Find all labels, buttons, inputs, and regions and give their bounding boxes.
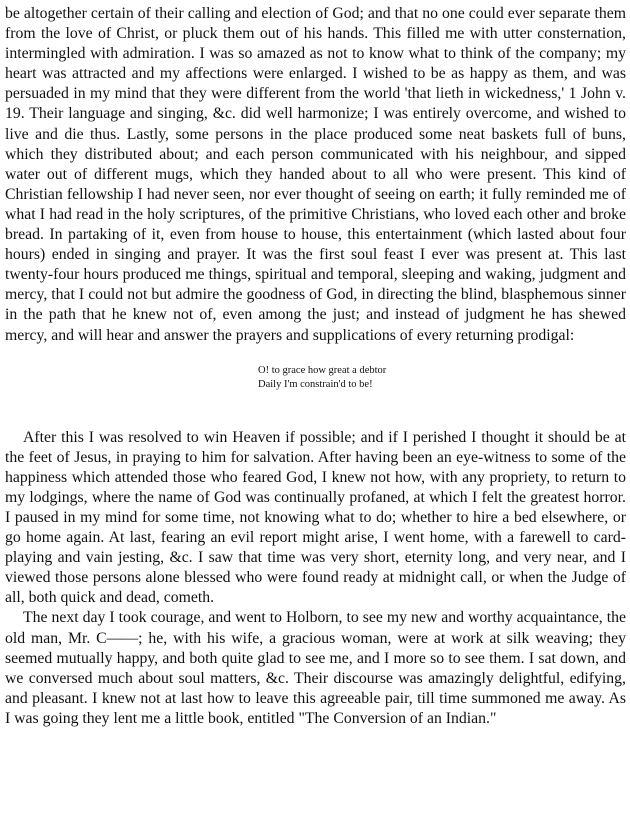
- verse-block: [5, 364, 626, 392]
- verse-line-2: Daily I'm constrain'd to be!: [258, 378, 373, 390]
- paragraph-3: The next day I took courage, and went to Holborn, to see my new and worthy acquaintance, the old man, Mr. C——; he, with his wife, a gracious woman, were at work at silk weaving; they seemed mutually happy, and both quite glad to see me, and I more so to see them. I sat down, and we conversed much about soul matters, &c. Their discourse was amazingly delightful, edifying, and pleasant. I knew not at last how to leave this agreeable pair, till time summoned me away. As I was going they lent me a little book, entitled "The Conversion of an Indian.": [5, 609, 626, 727]
- paragraph-1: be altogether certain of their calling and election of God; and that no one could ever separate them from the love of Christ, or pluck them out of his hands. This filled me with utter consternation, intermingled with admiration. I was so amazed as not to know what to think of the company; my heart was attracted and my affections were enlarged. I wished to be as happy as them, and was persuaded in my mind that they were different from the world 'that lieth in wickedness,' 1 John v. 19. Their language and singing, &c. did well harmonize; I was entirely overcome, and wished to live and die thus. Lastly, some persons in the place produced some neat baskets full of buns, which they distributed about; and each person communicated with his neighbour, and sipped water out of different mugs, which they handed about to all who were present. This kind of Christian fellowship I had never seen, nor ever thought of seeing on earth; it fully reminded me of what I had read in the holy scriptures, of the primitive Christians, who loved each other and broke bread. In partaking of it, even from house to house, this entertainment (which lasted about four hours) ended in singing and prayer. It was the first soul feast I ever was present at. This last twenty-four hours produced me things, spiritual and temporal, sleeping and waking, judgment and mercy, that I could not but admire the goodness of God, in directing the blind, blasphemous sinner in the path that he knew not of, even among the just; and instead of judgment he has shewed mercy, and will hear and answer the prayers and supplications of every returning prodigal:: [5, 5, 626, 344]
- verse-line-1: O! to grace how great a debtor: [258, 364, 387, 376]
- paragraph-2: After this I was resolved to win Heaven if possible; and if I perished I thought it should be at the feet of Jesus, in praying to him for salvation. After having been an eye-witness to some of the happiness which attended those who feared God, I knew not how, with any propriety, to return to my lodgings, where the name of God was continually profaned, at which I felt the greatest horror. I paused in my mind for some time, not knowing what to do; whether to hire a bed elsewhere, or go home again. At last, fearing an evil report might arise, I went home, with a farewell to card-playing and vain jesting, &c. I saw that time was very short, eternity long, and very near, and I viewed those persons alone blessed who were found ready at midnight call, or when the Judge of all, both quick and dead, cometh.: [5, 428, 626, 607]
